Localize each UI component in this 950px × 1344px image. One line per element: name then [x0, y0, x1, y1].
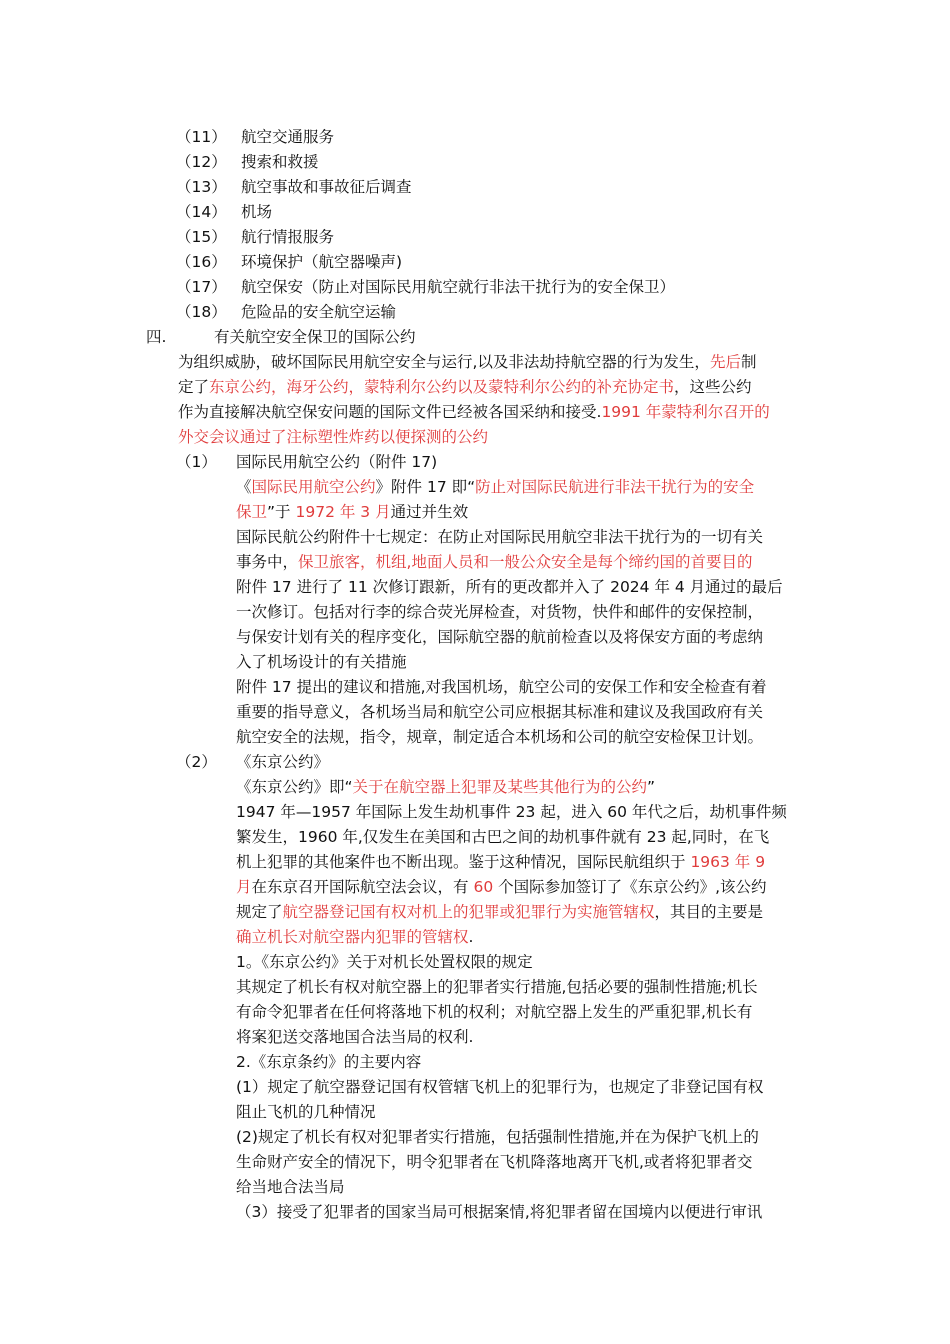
- paragraph-line: 入了机场设计的有关措施: [236, 653, 407, 671]
- paragraph-line: (1）规定了航空器登记国有权管辖飞机上的犯罪行为，也规定了非登记国有权: [236, 1078, 764, 1096]
- list-item: （13） 航空事故和事故征后调查: [176, 178, 412, 196]
- paragraph-line: 1947 年—1957 年国际上发生劫机事件 23 起，进入 60 年代之后，劫机事件频: [236, 803, 787, 821]
- paragraph-line: 附件 17 进行了 11 次修订跟新，所有的更改都并入了 2024 年 4 月通过的最后: [236, 578, 783, 596]
- section-heading: 四. 有关航空安全保卫的国际公约: [146, 328, 416, 346]
- list-item: （18） 危险品的安全航空运输: [176, 303, 397, 321]
- paragraph-line: (2)规定了机长有权对犯罪者实行措施，包括强制性措施,并在为保护飞机上的: [236, 1128, 759, 1146]
- paragraph-line: 生命财产安全的情况下，明令犯罪者在飞机降落地离开飞机,或者将犯罪者交: [236, 1153, 753, 1171]
- paragraph-line: 为组织威胁，破坏国际民用航空安全与运行,以及非法劫持航空器的行为发生，先后制: [178, 353, 757, 371]
- paragraph-line: 重要的指导意义，各机场当局和航空公司应根据其标准和建议及我国政府有关: [236, 703, 764, 721]
- paragraph-line: 阻止飞机的几种情况: [236, 1103, 376, 1121]
- paragraph-line: 事务中，保卫旅客，机组,地面人员和一般公众安全是每个缔约国的首要目的: [236, 553, 753, 571]
- paragraph-line: 航空安全的法规，指令，规章，制定适合本机场和公司的航空安检保卫计划。: [236, 728, 764, 746]
- paragraph-line: 《东京公约》即“关于在航空器上犯罪及某些其他行为的公约”: [236, 778, 656, 796]
- paragraph-line: 作为直接解决航空保安问题的国际文件已经被各国采纳和接受.1991 年蒙特利尔召开的: [178, 403, 770, 421]
- paragraph-line: 附件 17 提出的建议和措施,对我国机场，航空公司的安保工作和安全检查有着: [236, 678, 767, 696]
- paragraph-line: 繁发生，1960 年,仅发生在美国和古巴之间的劫机事件就有 23 起,同时，在飞: [236, 828, 770, 846]
- list-item: （12） 搜索和救援: [176, 153, 319, 171]
- paragraph-line: 将案犯送交落地国合法当局的权利.: [236, 1028, 474, 1046]
- paragraph-line: 与保安计划有关的程序变化，国际航空器的航前检查以及将保安方面的考虑纳: [236, 628, 764, 646]
- section-subheading: 1。《东京公约》关于对机长处置权限的规定: [236, 953, 533, 971]
- paragraph-line: 确立机长对航空器内犯罪的管辖权.: [236, 928, 474, 946]
- section-subheading: 2.《东京条约》的主要内容: [236, 1053, 422, 1071]
- paragraph-line: 定了东京公约，海牙公约，蒙特利尔公约以及蒙特利尔公约的补充协定书，这些公约: [178, 378, 752, 396]
- paragraph-line: 一次修订。包括对行李的综合荧光屏检查，对货物，快件和邮件的安保控制，: [236, 603, 764, 621]
- subsection-heading: （1） 国际民用航空公约（附件 17): [176, 453, 438, 471]
- paragraph-line: 其规定了机长有权对航空器上的犯罪者实行措施,包括必要的强制性措施;机长: [236, 978, 758, 996]
- list-item: （11） 航空交通服务: [176, 128, 335, 146]
- paragraph-line: 保卫”于 1972 年 3 月通过并生效: [236, 503, 469, 521]
- list-item: （16） 环境保护（航空器噪声): [176, 253, 403, 271]
- list-item: （14） 机场: [176, 203, 273, 221]
- list-item: （17） 航空保安（防止对国际民用航空就行非法干扰行为的安全保卫）: [176, 278, 676, 296]
- list-item: （15） 航行情报服务: [176, 228, 335, 246]
- subsection-heading: （2） 《东京公约》: [176, 753, 330, 771]
- paragraph-line: 规定了航空器登记国有权对机上的犯罪或犯罪行为实施管辖权，其目的主要是: [236, 903, 764, 921]
- paragraph-line: 月在东京召开国际航空法会议，有 60 个国际参加签订了《东京公约》,该公约: [236, 878, 767, 896]
- paragraph-line: 《国际民用航空公约》附件 17 即“防止对国际民航进行非法干扰行为的安全: [236, 478, 755, 496]
- paragraph-line: （3）接受了犯罪者的国家当局可根据案情,将犯罪者留在国境内以便进行审讯: [236, 1203, 763, 1221]
- paragraph-line: 机上犯罪的其他案件也不断出现。鉴于这种情况，国际民航组织于 1963 年 9: [236, 853, 766, 871]
- paragraph-line: 有命令犯罪者在任何将落地下机的权利；对航空器上发生的严重犯罪,机长有: [236, 1003, 753, 1021]
- paragraph-line: 国际民航公约附件十七规定：在防止对国际民用航空非法干扰行为的一切有关: [236, 528, 764, 546]
- paragraph-line: 给当地合法当局: [236, 1178, 345, 1196]
- paragraph-line: 外交会议通过了注标塑性炸药以便探测的公约: [178, 428, 489, 446]
